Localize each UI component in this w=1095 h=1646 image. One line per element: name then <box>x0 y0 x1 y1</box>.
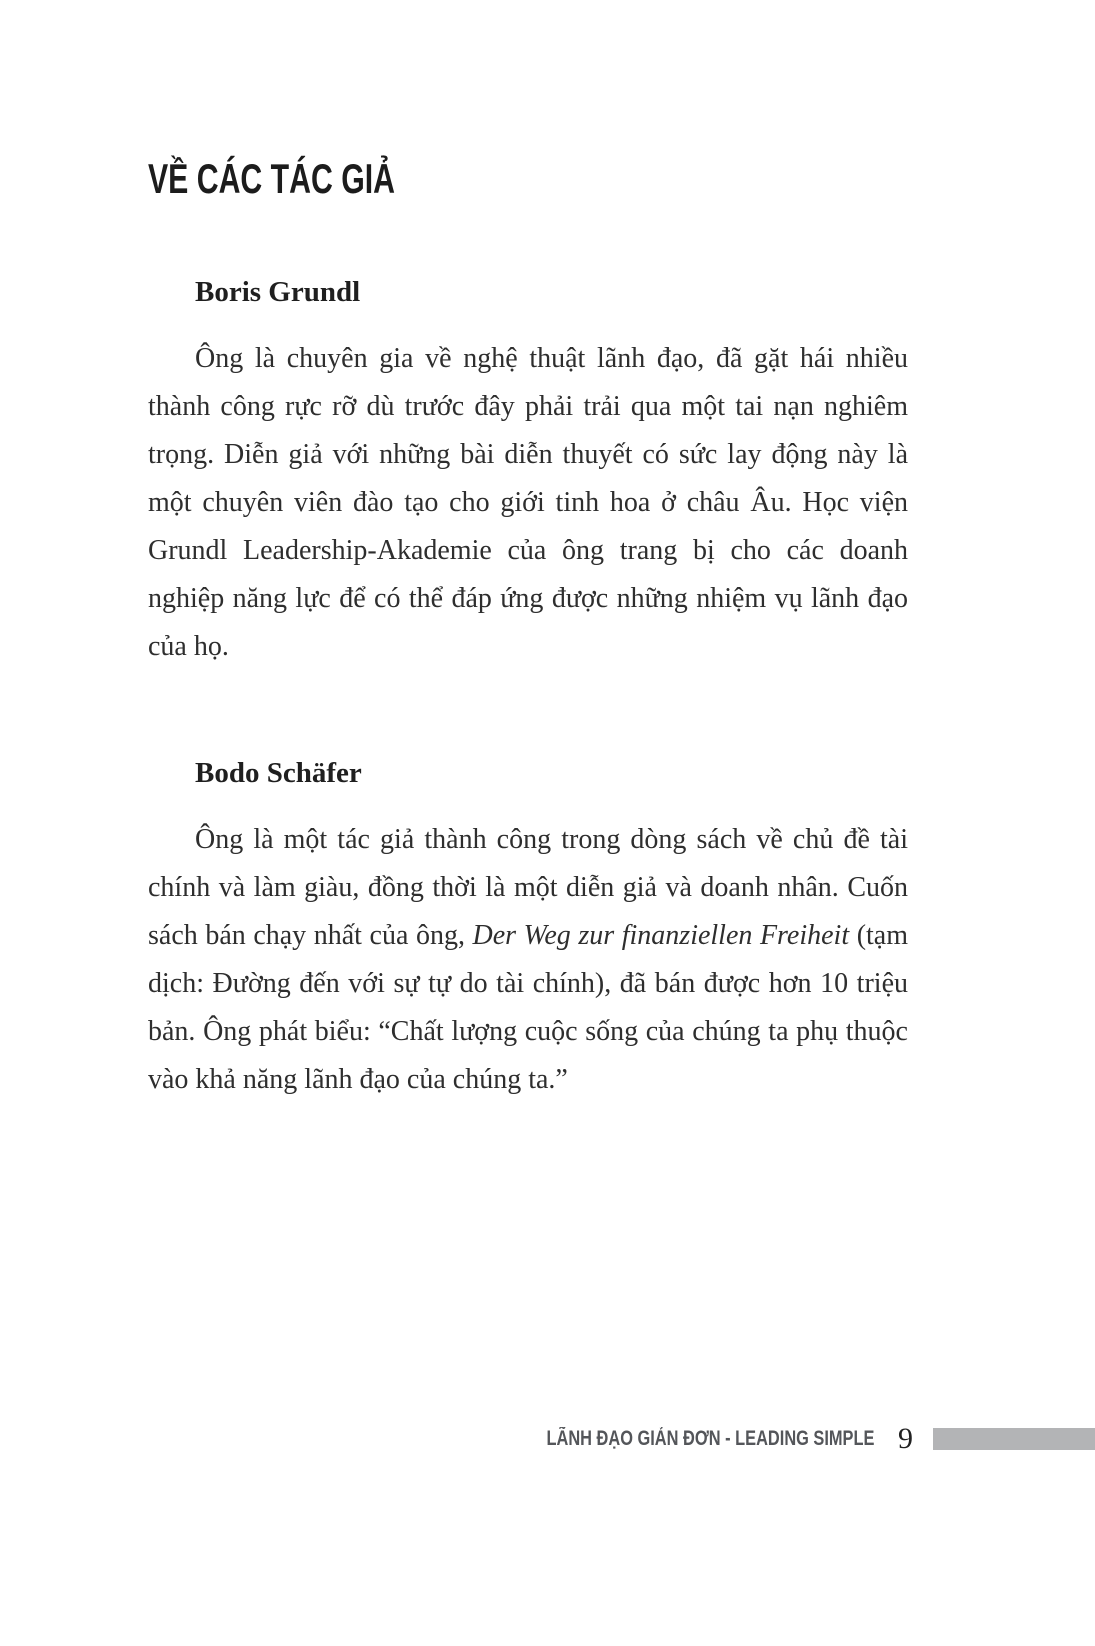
page-title: VỀ CÁC TÁC GIẢ <box>148 155 395 202</box>
author-bio-bodo-schafer <box>148 816 908 1104</box>
running-footer-title: LÃNH ĐẠO GIẢN ĐƠN - LEADING SIMPLE <box>546 1427 874 1450</box>
author-heading-bodo-schafer: Bodo Schäfer <box>195 757 362 789</box>
bio-text-run: Ông là một tác giả thành công trong dòng sách về chủ đề tài chính và làm giàu, đồng thời là một diễn giả và doanh nhân. Cuốn sách bán chạy nhất của ông, <box>148 824 908 951</box>
author-section-bodo-schafer <box>148 757 908 1104</box>
bio-text-run: (tạm dịch: Đường đến với sự tự do tài chính), đã bán được hơn 10 triệu bản. Ông phát biểu: “Chất lượng cuộc sống của chúng ta phụ thuộc vào khả năng lãnh đạo của chúng ta.” <box>148 920 909 1095</box>
page-footer <box>0 1424 1095 1454</box>
author-bio-boris-grundl: Ông là chuyên gia về nghệ thuật lãnh đạo, đã gặt hái nhiều thành công rực rỡ dù trước đây phải trải qua một tai nạn nghiêm trọng. Diễn giả với những bài diễn thuyết có sức lay động này là một chuyên viên đào tạo cho giới tinh hoa ở châu Âu. Học viện Grundl Leadership-Akademie của ông trang bị cho các doanh nghiệp năng lực để có thể đáp ứng được những nhiệm vụ lãnh đạo của họ. <box>148 343 908 662</box>
author-heading-boris-grundl: Boris Grundl <box>195 276 361 308</box>
page-number: 9 <box>898 1422 913 1455</box>
book-title-italic: Der Weg zur finanziellen Freiheit <box>472 920 850 951</box>
footer-decorative-bar <box>933 1428 1095 1450</box>
author-section-boris-grundl <box>148 276 908 671</box>
